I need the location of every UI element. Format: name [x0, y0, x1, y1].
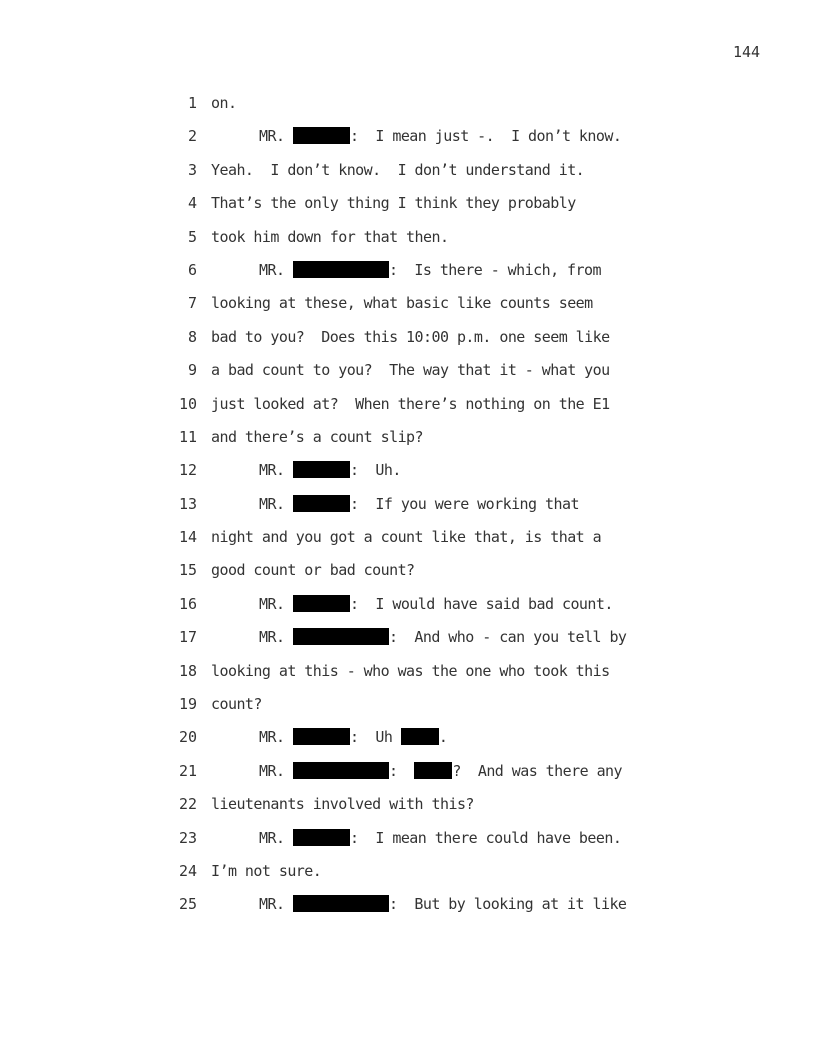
- line-number: 9: [187, 361, 197, 380]
- transcript-line: [0, 761, 816, 794]
- line-number: 19: [178, 695, 197, 714]
- redaction-box: [293, 261, 389, 278]
- transcript-line: [0, 694, 816, 727]
- line-text: a bad count to you? The way that it - what you: [211, 361, 610, 380]
- line-text: : And who - can you tell by: [388, 628, 627, 647]
- transcript-line: [0, 560, 816, 593]
- transcript-line: [0, 627, 816, 660]
- transcript-line: [0, 794, 816, 827]
- speaker-line: [259, 594, 613, 614]
- line-number: 3: [187, 160, 197, 179]
- speaker-line: [259, 828, 621, 848]
- redaction-box: [293, 127, 350, 144]
- line-number: 7: [187, 294, 197, 313]
- line-text: bad to you? Does this 10:00 p.m. one seem like: [211, 327, 610, 346]
- line-text: : I would have said bad count.: [349, 594, 613, 613]
- line-text: good count or bad count?: [211, 561, 415, 580]
- redaction-box: [401, 728, 439, 745]
- speaker-line: [259, 761, 622, 781]
- line-text: looking at this - who was the one who took this: [211, 661, 610, 680]
- line-text: I’m not sure.: [211, 861, 322, 880]
- redaction-box: [293, 728, 350, 745]
- line-text: : I mean just -. I don’t know.: [349, 127, 622, 146]
- transcript-line: [0, 594, 816, 627]
- redaction-box: [293, 595, 350, 612]
- line-text: : Uh.: [349, 461, 401, 480]
- line-number: 5: [187, 227, 197, 246]
- line-number: 24: [178, 861, 197, 880]
- redaction-box: [293, 495, 350, 512]
- redaction-box: [414, 762, 452, 779]
- line-text: : I mean there could have been.: [349, 828, 622, 847]
- line-number: 4: [187, 194, 197, 213]
- line-number: 8: [187, 327, 197, 346]
- transcript-line: [0, 160, 816, 193]
- speaker-line: [259, 894, 626, 914]
- line-text: lieutenants involved with this?: [211, 795, 474, 814]
- transcript-line: [0, 727, 816, 760]
- transcript-line: [0, 494, 816, 527]
- line-number: 1: [187, 94, 197, 112]
- line-text: : Uh: [349, 728, 401, 747]
- line-text: on.: [211, 94, 237, 112]
- transcript-line: [0, 360, 816, 393]
- transcript-line: [0, 394, 816, 427]
- line-text: Yeah. I don’t know. I don’t understand it.: [211, 160, 585, 179]
- line-number: 16: [178, 594, 197, 613]
- line-text: night and you got a count like that, is that a: [211, 528, 602, 547]
- transcript-line: [0, 126, 816, 159]
- redaction-box: [293, 461, 350, 478]
- transcript-line: [0, 293, 816, 326]
- transcript-line: [0, 661, 816, 694]
- transcript-body: [0, 93, 816, 928]
- transcript-line: [0, 894, 816, 927]
- speaker-title: MR.: [259, 260, 285, 279]
- line-number: 17: [178, 628, 197, 647]
- transcript-line: [0, 527, 816, 560]
- line-number: 18: [178, 661, 197, 680]
- transcript-line: [0, 427, 816, 460]
- line-text: :: [388, 761, 415, 780]
- line-number: 15: [178, 561, 197, 580]
- line-number: 11: [178, 427, 197, 446]
- line-number: 23: [178, 828, 197, 847]
- transcript-line: [0, 260, 816, 293]
- line-text: just looked at? When there’s nothing on the E1: [211, 394, 610, 413]
- line-number: 12: [178, 461, 197, 480]
- speaker-line: [259, 627, 626, 647]
- transcript-line: [0, 861, 816, 894]
- speaker-line: [259, 260, 601, 280]
- speaker-title: MR.: [259, 728, 285, 747]
- line-text: count?: [211, 695, 262, 714]
- line-number: 21: [178, 761, 197, 780]
- speaker-line: [259, 460, 401, 480]
- line-text: : But by looking at it like: [388, 895, 627, 914]
- speaker-title: MR.: [259, 461, 285, 480]
- redaction-box: [293, 762, 389, 779]
- speaker-title: MR.: [259, 594, 285, 613]
- line-number: 13: [178, 494, 197, 513]
- speaker-title: MR.: [259, 761, 285, 780]
- page-number: 144: [733, 43, 761, 61]
- redaction-box: [293, 895, 389, 912]
- line-text: took him down for that then.: [211, 227, 449, 246]
- line-number: 20: [178, 728, 197, 747]
- redaction-box: [293, 628, 389, 645]
- line-number: 2: [187, 127, 197, 146]
- speaker-title: MR.: [259, 494, 285, 513]
- transcript-line: [0, 227, 816, 260]
- line-text: and there’s a count slip?: [211, 427, 424, 446]
- speaker-line: [259, 494, 579, 514]
- line-number: 6: [187, 260, 197, 279]
- transcript-line: [0, 327, 816, 360]
- speaker-title: MR.: [259, 828, 285, 847]
- speaker-line: [259, 126, 621, 146]
- line-number: 25: [178, 895, 197, 914]
- line-number: 14: [178, 528, 197, 547]
- line-text: looking at these, what basic like counts seem: [211, 294, 593, 313]
- speaker-line: [259, 727, 447, 747]
- line-number: 22: [178, 795, 197, 814]
- transcript-line: [0, 93, 816, 126]
- line-text-tail: ? And was there any: [452, 761, 623, 780]
- speaker-title: MR.: [259, 895, 285, 914]
- redaction-box: [293, 829, 350, 846]
- speaker-title: MR.: [259, 127, 285, 146]
- line-text: : Is there - which, from: [388, 260, 601, 279]
- line-text: That’s the only thing I think they probably: [211, 194, 576, 213]
- transcript-line: [0, 828, 816, 861]
- line-number: 10: [178, 394, 197, 413]
- transcript-line: [0, 460, 816, 493]
- transcript-line: [0, 193, 816, 226]
- speaker-title: MR.: [259, 628, 285, 647]
- line-text-tail: .: [438, 728, 448, 747]
- line-text: : If you were working that: [349, 494, 579, 513]
